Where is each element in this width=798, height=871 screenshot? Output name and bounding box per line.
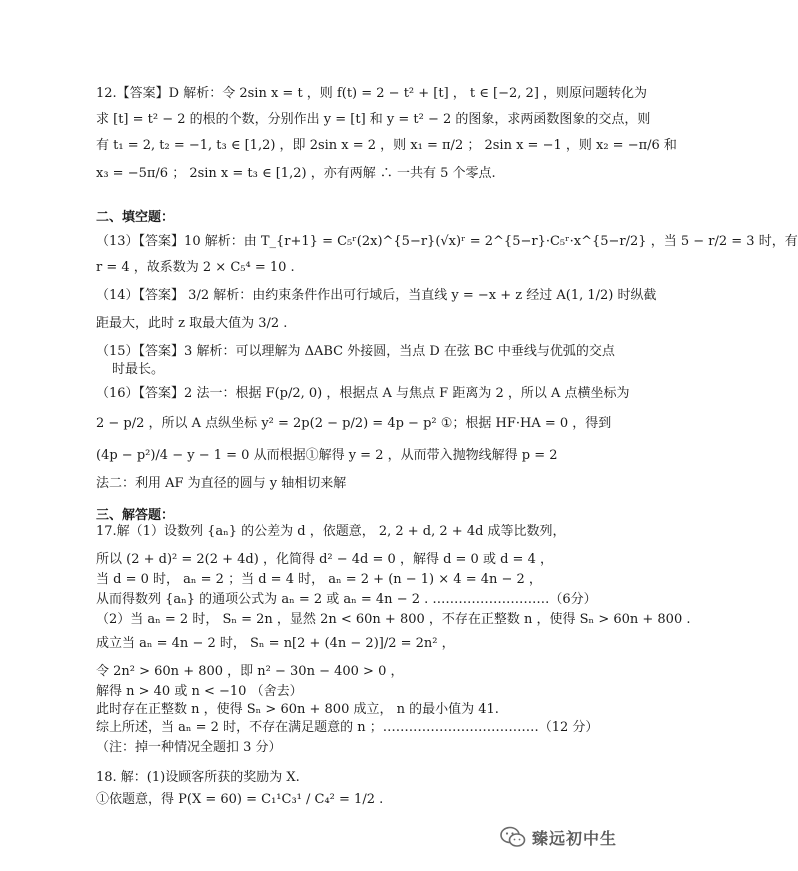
text-line: （2）当 aₙ = 2 时， Sₙ = 2n ，显然 2n < 60n + 800 ，不存在正整数 n ，使得 Sₙ > 60n + 800 . — [96, 612, 691, 627]
text-line: 从而得数列 {aₙ} 的通项公式为 aₙ = 2 或 aₙ = 4n − 2 . ………………………（6分） — [96, 592, 597, 607]
text-line: （注：掉一种情况全题扣 3 分） — [96, 740, 282, 755]
section-heading: 二、填空题： — [96, 210, 175, 225]
text-line: 求 [t] = t² − 2 的根的个数，分别作出 y = [t] 和 y = t² − 2 的图象，求两函数图象的交点，则 — [96, 112, 651, 127]
text-line: 17.解（1）设数列 {aₙ} 的公差为 d ，依题意， 2, 2 + d, 2 + 4d 成等比数列， — [96, 524, 566, 539]
text-line: x₃ = −5π/6 ； 2sin x = t₃ ∈ [1,2) ，亦有两解 ∴ 一共有 5 个零点. — [96, 166, 496, 181]
text-line: （15）【答案】3 解析：可以理解为 ΔABC 外接圆，当点 D 在弦 BC 中垂线与优弧的交点 — [96, 344, 615, 359]
text-line: 18. 解：(1)设顾客所获的奖励为 X. — [96, 770, 300, 785]
text-line: 时最长。 — [112, 362, 165, 377]
text-line: （14）【答案】 3/2 解析：由约束条件作出可行域后，当直线 y = −x + z 经过 A(1, 1/2) 时纵截 — [96, 288, 657, 303]
text-line: 综上所述，当 aₙ = 2 时，不存在满足题意的 n ；………………………………（12 分） — [96, 720, 599, 735]
text-line: （13）【答案】10 解析：由 T_{r+1} = C₅ʳ(2x)^{5−r}(√x)ʳ = 2^{5−r}·C₅ʳ·x^{5−r/2} ，当 5 − r/2 = 3 时，有 — [96, 234, 798, 249]
text-line: 12.【答案】D 解析：令 2sin x = t ，则 f(t) = 2 − t² + [t] ， t ∈ [−2, 2] ，则原问题转化为 — [96, 86, 648, 101]
text-line: 当 d = 0 时， aₙ = 2 ；当 d = 4 时， aₙ = 2 + (n − 1) × 4 = 4n − 2 ， — [96, 572, 542, 587]
text-line: ①依题意，得 P(X = 60) = C₁¹C₃¹ / C₄² = 1/2 . — [96, 792, 384, 807]
text-line: r = 4 ，故系数为 2 × C₅⁴ = 10 . — [96, 260, 295, 275]
watermark — [500, 822, 630, 852]
text-line: 有 t₁ = 2, t₂ = −1, t₃ ∈ [1,2) ，即 2sin x = 2 ，则 x₁ = π/2 ； 2sin x = −1 ，则 x₂ = −π/6 和 — [96, 138, 677, 153]
text-line: 令 2n² > 60n + 800 ，即 n² − 30n − 400 > 0 ， — [96, 664, 404, 679]
section-heading: 三、解答题： — [96, 508, 175, 523]
text-line: 此时存在正整数 n ，使得 Sₙ > 60n + 800 成立， n 的最小值为 41. — [96, 702, 499, 717]
text-line: 法二：利用 AF 为直径的圆与 y 轴相切来解 — [96, 476, 347, 491]
text-line: 距最大，此时 z 取最大值为 3/2 . — [96, 316, 288, 331]
text-line: 成立当 aₙ = 4n − 2 时， Sₙ = n[2 + (4n − 2)]/2 = 2n² ， — [96, 636, 455, 651]
watermark-text: 臻远初中生 — [532, 828, 618, 848]
text-line: 解得 n > 40 或 n < −10 （舍去） — [96, 684, 303, 699]
wechat-icon — [500, 825, 526, 849]
text-line: (4p − p²)/4 − y − 1 = 0 从而根据①解得 y = 2 ，从而带入抛物线解得 p = 2 — [96, 448, 558, 463]
text-line: 2 − p/2 ，所以 A 点纵坐标 y² = 2p(2 − p/2) = 4p − p² ①；根据 HF·HA = 0 ，得到 — [96, 416, 612, 431]
text-line: （16）【答案】2 法一：根据 F(p/2, 0) ，根据点 A 与焦点 F 距离为 2 ，所以 A 点横坐标为 — [96, 386, 630, 401]
text-line: 所以 (2 + d)² = 2(2 + 4d) ，化简得 d² − 4d = 0 ，解得 d = 0 或 d = 4 ， — [96, 552, 553, 567]
